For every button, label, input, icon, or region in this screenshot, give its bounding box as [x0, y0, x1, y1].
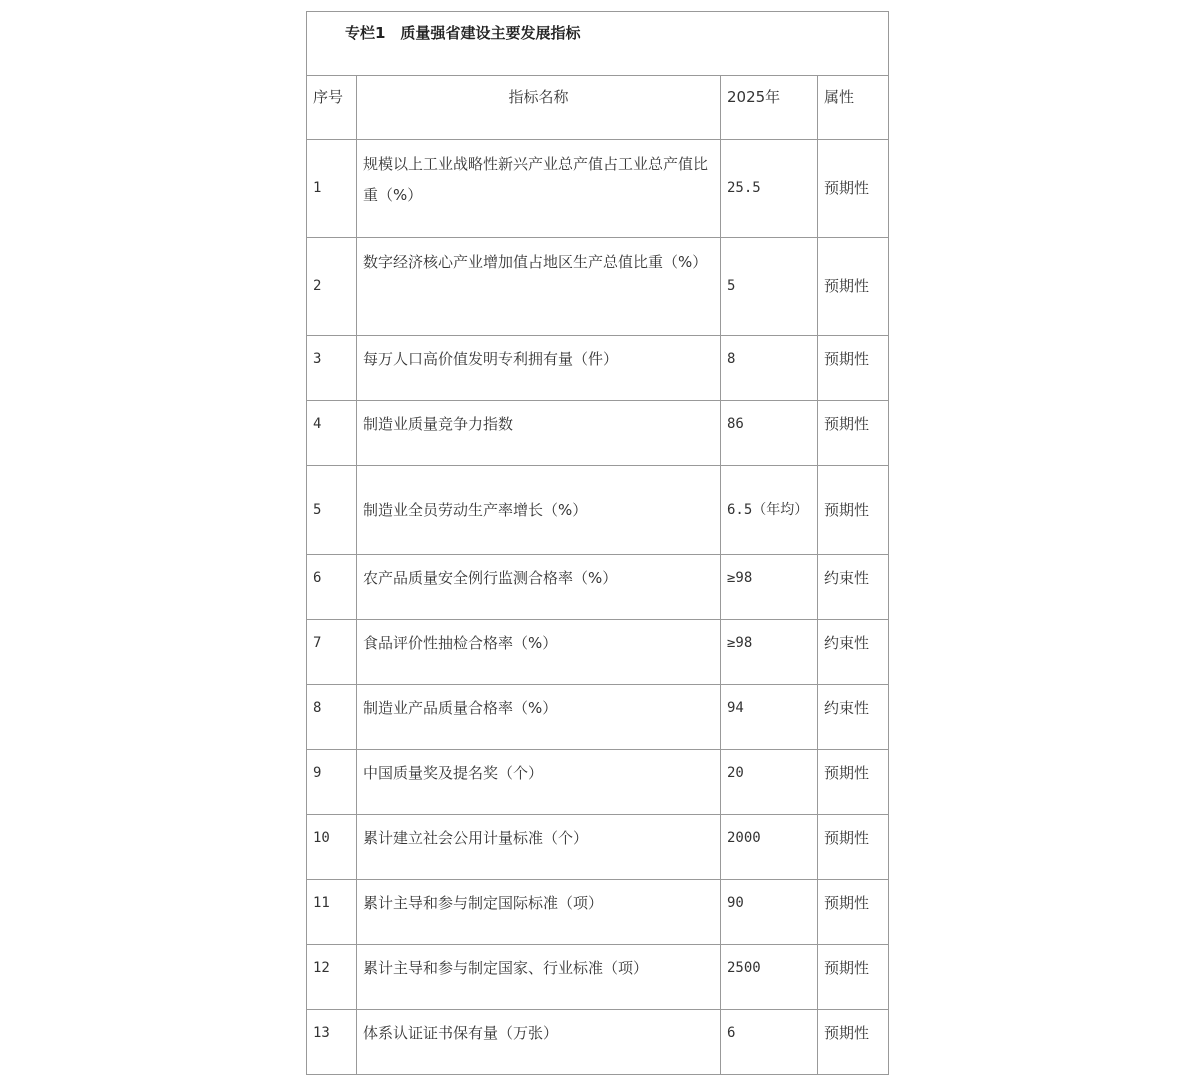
row-index: 6	[307, 555, 357, 620]
table-row	[307, 880, 889, 945]
table-row	[307, 238, 889, 336]
row-name: 累计主导和参与制定国际标准（项）	[357, 880, 721, 945]
row-index: 1	[307, 140, 357, 238]
row-index: 11	[307, 880, 357, 945]
row-target: 6	[721, 1010, 818, 1075]
row-target: 90	[721, 880, 818, 945]
row-attribute: 约束性	[818, 620, 889, 685]
row-target: 25.5	[721, 140, 818, 238]
table-caption-row	[307, 12, 889, 76]
row-target: 2000	[721, 815, 818, 880]
table-row	[307, 140, 889, 238]
row-name: 食品评价性抽检合格率（%）	[357, 620, 721, 685]
row-target: 86	[721, 401, 818, 466]
indicator-table	[306, 11, 889, 1075]
table-row	[307, 815, 889, 880]
row-attribute: 预期性	[818, 140, 889, 238]
row-name: 制造业全员劳动生产率增长（%）	[357, 466, 721, 555]
row-attribute: 预期性	[818, 466, 889, 555]
row-attribute: 预期性	[818, 945, 889, 1010]
row-name: 农产品质量安全例行监测合格率（%）	[357, 555, 721, 620]
row-name: 规模以上工业战略性新兴产业总产值占工业总产值比重（%）	[357, 140, 721, 238]
table-row	[307, 1010, 889, 1075]
row-name: 制造业质量竞争力指数	[357, 401, 721, 466]
row-target: ≥98	[721, 555, 818, 620]
row-index: 8	[307, 685, 357, 750]
header-index: 序号	[307, 76, 357, 140]
row-index: 7	[307, 620, 357, 685]
row-name: 数字经济核心产业增加值占地区生产总值比重（%）	[357, 238, 721, 336]
row-target: 2500	[721, 945, 818, 1010]
row-name: 累计建立社会公用计量标准（个）	[357, 815, 721, 880]
row-name: 每万人口高价值发明专利拥有量（件）	[357, 336, 721, 401]
row-name: 制造业产品质量合格率（%）	[357, 685, 721, 750]
table-caption: 专栏1 质量强省建设主要发展指标	[307, 12, 889, 76]
row-index: 5	[307, 466, 357, 555]
row-attribute: 约束性	[818, 685, 889, 750]
row-name: 体系认证证书保有量（万张）	[357, 1010, 721, 1075]
table-header-row	[307, 76, 889, 140]
table-row	[307, 336, 889, 401]
indicator-table-container	[306, 11, 888, 1075]
table-row	[307, 750, 889, 815]
row-attribute: 预期性	[818, 238, 889, 336]
row-target: 5	[721, 238, 818, 336]
table-row	[307, 945, 889, 1010]
row-index: 10	[307, 815, 357, 880]
table-row	[307, 466, 889, 555]
header-name: 指标名称	[357, 76, 721, 140]
table-row	[307, 555, 889, 620]
row-target: 94	[721, 685, 818, 750]
row-attribute: 约束性	[818, 555, 889, 620]
row-index: 12	[307, 945, 357, 1010]
row-target: 20	[721, 750, 818, 815]
row-index: 13	[307, 1010, 357, 1075]
row-attribute: 预期性	[818, 401, 889, 466]
row-index: 4	[307, 401, 357, 466]
row-attribute: 预期性	[818, 880, 889, 945]
row-target: 6.5（年均）	[721, 466, 818, 555]
table-row	[307, 685, 889, 750]
row-attribute: 预期性	[818, 336, 889, 401]
header-attribute: 属性	[818, 76, 889, 140]
row-index: 2	[307, 238, 357, 336]
row-index: 9	[307, 750, 357, 815]
row-target: 8	[721, 336, 818, 401]
row-attribute: 预期性	[818, 815, 889, 880]
row-index: 3	[307, 336, 357, 401]
row-attribute: 预期性	[818, 1010, 889, 1075]
table-row	[307, 620, 889, 685]
row-name: 累计主导和参与制定国家、行业标准（项）	[357, 945, 721, 1010]
header-target: 2025年	[721, 76, 818, 140]
table-row	[307, 401, 889, 466]
row-target: ≥98	[721, 620, 818, 685]
row-attribute: 预期性	[818, 750, 889, 815]
row-name: 中国质量奖及提名奖（个）	[357, 750, 721, 815]
